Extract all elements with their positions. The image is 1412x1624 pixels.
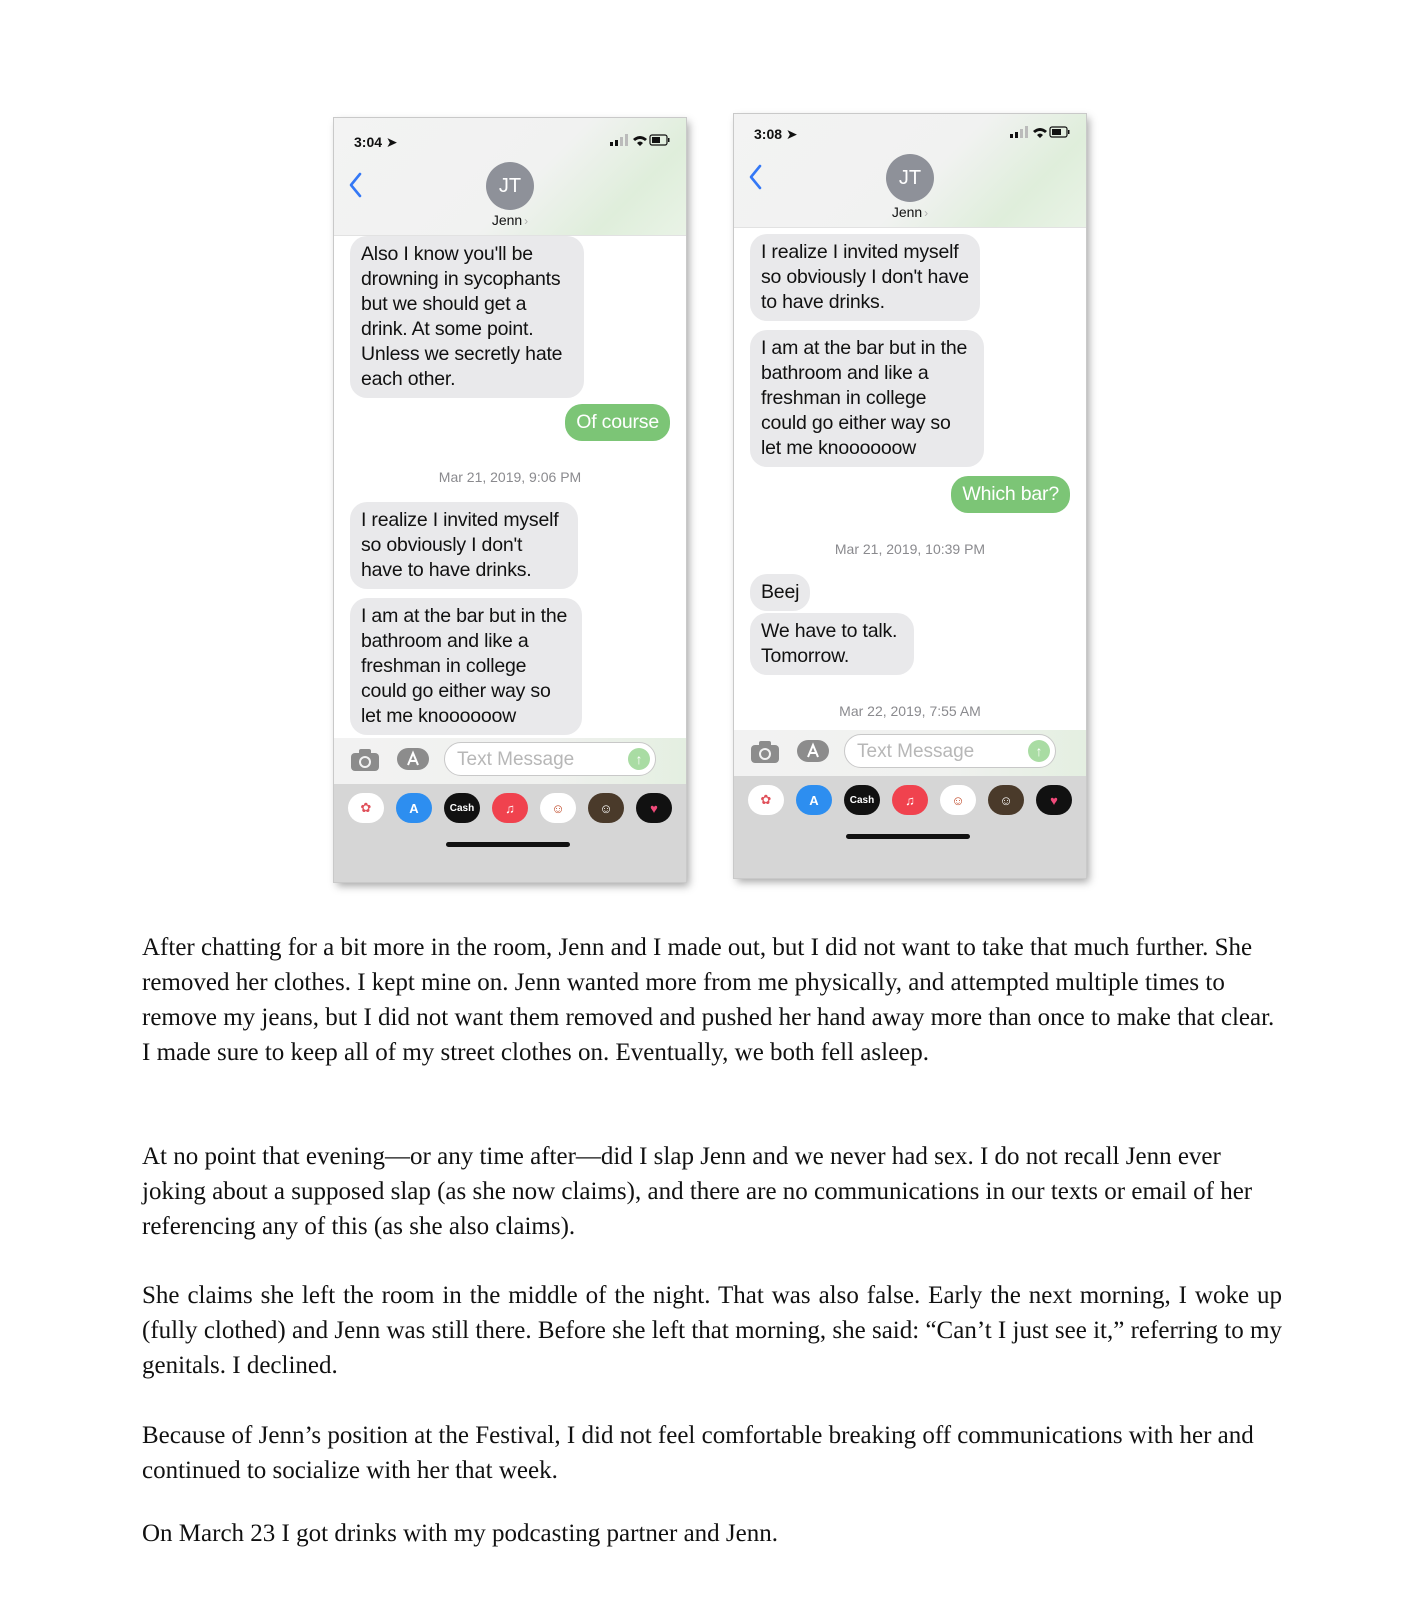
digital-touch-app-icon[interactable]: ♥: [1036, 785, 1072, 815]
app-store-app-icon[interactable]: A: [796, 785, 832, 815]
apple-cash-app-icon[interactable]: Cash: [444, 793, 480, 823]
status-time: 3:04 ➤: [354, 134, 398, 150]
status-icons: [1010, 125, 1070, 139]
camera-icon[interactable]: [750, 740, 780, 764]
paragraph: She claims she left the room in the middle of the night. That was also false. Early the next morning, I woke up (fully clothed) and Jenn was still there. Before she left that morning, she said: “Can’t I just see it,” referring to my genitals. I declined.: [142, 1282, 1282, 1379]
photos-app-icon[interactable]: ✿: [348, 793, 384, 823]
message-input-placeholder: Text Message: [457, 749, 575, 770]
contact-avatar[interactable]: JT: [486, 162, 534, 210]
app-store-app-icon[interactable]: A: [396, 793, 432, 823]
message-thread: [334, 236, 686, 756]
app-store-icon[interactable]: [796, 739, 830, 763]
timestamp: Mar 21, 2019, 9:06 PM: [438, 469, 582, 485]
app-drawer: [334, 784, 686, 882]
chevron-right-icon: ›: [924, 206, 929, 220]
paragraph: Because of Jenn’s position at the Festival, I did not feel comfortable breaking off communications with her and continued to socialize with her that week.: [142, 1422, 1254, 1484]
music-app-icon[interactable]: ♫: [892, 785, 928, 815]
signal-icon: [1010, 134, 1013, 138]
screenshot-right: [734, 114, 1086, 878]
conversation-header: [334, 118, 686, 236]
message-bubble[interactable]: Of course: [565, 404, 670, 441]
digital-touch-app-icon[interactable]: ♥: [636, 793, 672, 823]
wifi-icon: [633, 136, 647, 146]
message-bubble[interactable]: Also I know you'll be drowning in sycophants but we should get a drink. At some point. Unless we secretly hate each other.: [350, 236, 584, 398]
paragraph: After chatting for a bit more in the room, Jenn and I made out, but I did not want to take that much further. She removed her clothes. I kept mine on. Jenn wanted more from me physically, and attempted multiple times to remove my jeans, but I did not want them removed and pushed her hand away more than once to make that clear. I made sure to keep all of my street clothes on. Eventually, we both fell asleep.: [142, 934, 1275, 1066]
message-input[interactable]: [844, 734, 1056, 768]
home-indicator[interactable]: [846, 834, 970, 839]
contact-name[interactable]: Jenn ›: [491, 212, 529, 228]
app-store-icon[interactable]: [396, 747, 430, 771]
conversation-header: [734, 114, 1086, 228]
compose-bar: [334, 738, 686, 784]
apple-cash-app-icon[interactable]: Cash: [844, 785, 880, 815]
screenshot-left: [334, 118, 686, 882]
status-icons: [610, 133, 670, 147]
message-bubble[interactable]: I am at the bar but in the bathroom and like a freshman in college could go either way so let me knoooooow: [750, 330, 984, 467]
back-chevron-icon[interactable]: [746, 162, 766, 192]
paragraph: On March 23 I got drinks with my podcasting partner and Jenn.: [142, 1520, 778, 1547]
send-arrow-icon[interactable]: ↑: [628, 748, 650, 770]
memoji-app-icon[interactable]: ☺: [940, 785, 976, 815]
message-input[interactable]: [444, 742, 656, 776]
timestamp: Mar 22, 2019, 7:55 AM: [839, 703, 981, 719]
paragraph: At no point that evening—or any time after—did I slap Jenn and we never had sex. I do not recall Jenn ever joking about a supposed slap (as she now claims), and there are no communications in our texts or email of her referencing any of this (as she also claims).: [142, 1143, 1253, 1240]
send-arrow-icon[interactable]: ↑: [1028, 740, 1050, 762]
compose-bar: [734, 730, 1086, 776]
app-drawer: [734, 776, 1086, 878]
status-time: 3:08 ➤: [754, 126, 798, 142]
memoji-stickers-app-icon[interactable]: ☺: [588, 793, 624, 823]
signal-icon: [610, 142, 613, 146]
home-indicator[interactable]: [446, 842, 570, 847]
message-bubble[interactable]: I realize I invited myself so obviously I don't have to have drinks.: [350, 502, 578, 589]
message-bubble[interactable]: We have to talk. Tomorrow.: [750, 613, 914, 675]
message-bubble[interactable]: Which bar?: [951, 476, 1070, 513]
message-bubble[interactable]: Beej: [750, 574, 810, 611]
photos-app-icon[interactable]: ✿: [748, 785, 784, 815]
timestamp: Mar 21, 2019, 10:39 PM: [834, 541, 986, 557]
camera-icon[interactable]: [350, 748, 380, 772]
chevron-right-icon: ›: [524, 214, 529, 228]
memoji-stickers-app-icon[interactable]: ☺: [988, 785, 1024, 815]
contact-avatar[interactable]: JT: [886, 154, 934, 202]
location-arrow-icon: ➤: [385, 134, 398, 150]
music-app-icon[interactable]: ♫: [492, 793, 528, 823]
message-input-placeholder: Text Message: [857, 741, 975, 762]
location-arrow-icon: ➤: [785, 126, 798, 142]
contact-name[interactable]: Jenn ›: [891, 204, 929, 220]
back-chevron-icon[interactable]: [346, 170, 366, 200]
wifi-icon: [1033, 128, 1047, 138]
message-thread: [734, 228, 1086, 748]
message-bubble[interactable]: I am at the bar but in the bathroom and like a freshman in college could go either way so let me knoooooow: [350, 598, 582, 735]
message-bubble[interactable]: I realize I invited myself so obviously I don't have to have drinks.: [750, 234, 980, 321]
memoji-app-icon[interactable]: ☺: [540, 793, 576, 823]
